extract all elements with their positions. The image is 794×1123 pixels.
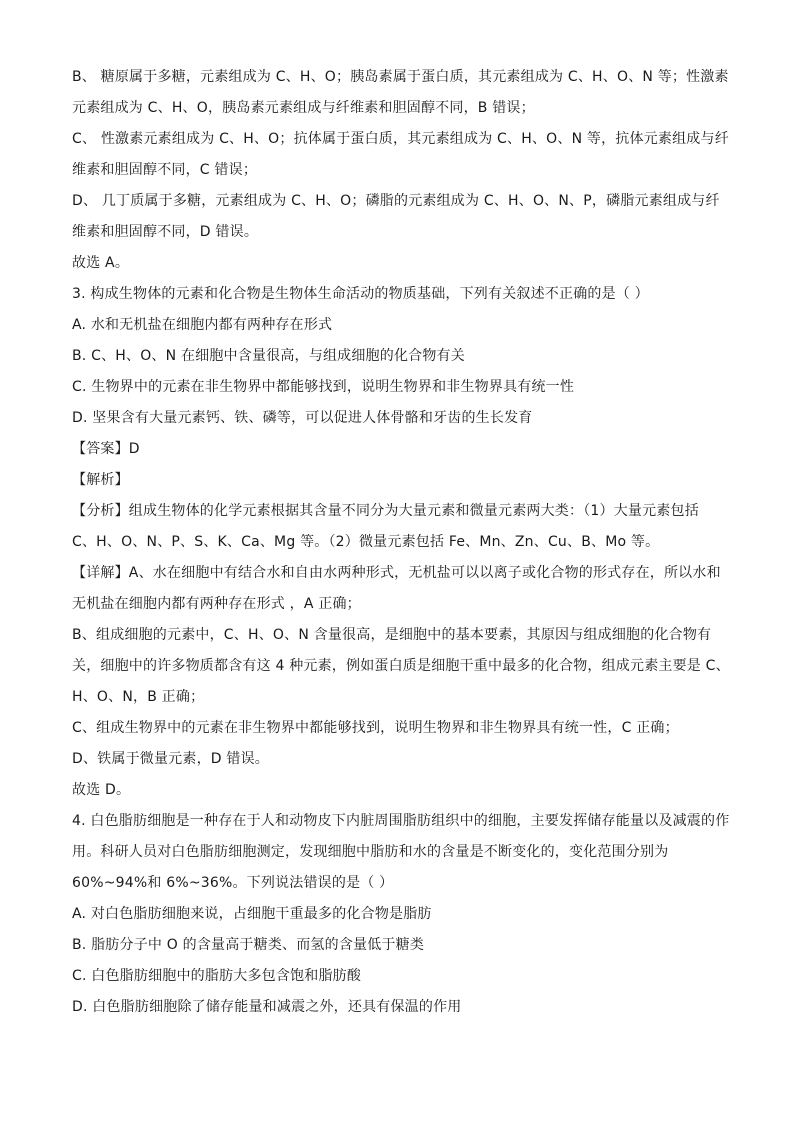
text-line: C、 性激素元素组成为 C、H、O；抗体属于蛋白质，其元素组成为 C、H、O、N 等，抗体元素组成与纤 (72, 131, 729, 147)
text-line: 关，细胞中的许多物质都含有这 4 种元素，例如蛋白质是细胞干重中最多的化合物，组成元素主要是 C、 (72, 658, 730, 674)
question-4-stem: 4. 白色脂肪细胞是一种存在于人和动物皮下内脏周围脂肪组织中的细胞，主要发挥储存能量以及减震的作 (72, 813, 730, 829)
question-4-option-a: A. 对白色脂肪细胞来说，占细胞干重最多的化合物是脂肪 (72, 906, 432, 922)
text-line: D、铁属于微量元素，D 错误。 (72, 751, 270, 767)
text-line: 故选 A。 (72, 255, 130, 271)
text-line: 无机盐在细胞内都有两种存在形式 ，A 正确； (72, 596, 361, 612)
question-4-stem: 60%~94%和 6%~36%。下列说法错误的是（ ） (72, 875, 394, 891)
analysis-label: 【解析】 (72, 472, 129, 488)
document-page (72, 62, 732, 1023)
question-3-stem: 3. 构成生物体的元素和化合物是生物体生命活动的物质基础，下列有关叙述不正确的是（ ） (72, 286, 649, 302)
text-line: 维素和胆固醇不同，C 错误； (72, 162, 258, 178)
question-3-option-c: C. 生物界中的元素在非生物界中都能够找到，说明生物界和非生物界具有统一性 (72, 379, 575, 395)
answer-label: 【答案】D (72, 441, 140, 457)
text-line: 元素组成为 C、H、O，胰岛素元素组成与纤维素和胆固醇不同，B 错误； (72, 100, 535, 116)
question-4-stem: 用。科研人员对白色脂肪细胞测定，发现细胞中脂肪和水的含量是不断变化的，变化范围分别为 (72, 844, 669, 860)
text-line: 故选 D。 (72, 782, 131, 798)
text-line: B、 糖原属于多糖，元素组成为 C、H、O；胰岛素属于蛋白质，其元素组成为 C、H、O、N 等；性激素 (72, 69, 729, 85)
text-line: C、H、O、N、P、S、K、Ca、Mg 等。（2）微量元素包括 Fe、Mn、Zn、Cu、B、Mo 等。 (72, 534, 660, 550)
text-line: 维素和胆固醇不同，D 错误。 (72, 224, 259, 240)
question-3-option-a: A. 水和无机盐在细胞内都有两种存在形式 (72, 317, 333, 333)
text-line: C、组成生物界中的元素在非生物界中都能够找到，说明生物界和非生物界具有统一性，C 正确； (72, 720, 679, 736)
text-line: 【分析】组成生物体的化学元素根据其含量不同分为大量元素和微量元素两大类：（1）大量元素包括 (72, 503, 699, 519)
question-4-option-c: C. 白色脂肪细胞中的脂肪大多包含饱和脂肪酸 (72, 968, 362, 984)
text-line: D、 几丁质属于多糖，元素组成为 C、H、O；磷脂的元素组成为 C、H、O、N、P，磷脂元素组成与纤 (72, 193, 720, 209)
text-line: 【详解】A、水在细胞中有结合水和自由水两种形式，无机盐可以以离子或化合物的形式存在，所以水和 (72, 565, 721, 581)
text-line: H、O、N，B 正确； (72, 689, 205, 705)
question-3-option-b: B. C、H、O、N 在细胞中含量很高，与组成细胞的化合物有关 (72, 348, 465, 364)
text-line: B、组成细胞的元素中，C、H、O、N 含量很高，是细胞中的基本要素，其原因与组成细胞的化合物有 (72, 627, 712, 643)
question-4-option-d: D. 白色脂肪细胞除了储存能量和减震之外，还具有保温的作用 (72, 999, 462, 1015)
question-4-option-b: B. 脂肪分子中 O 的含量高于糖类、而氢的含量低于糖类 (72, 937, 425, 953)
question-3-option-d: D. 坚果含有大量元素钙、铁、磷等，可以促进人体骨骼和牙齿的生长发育 (72, 410, 533, 426)
